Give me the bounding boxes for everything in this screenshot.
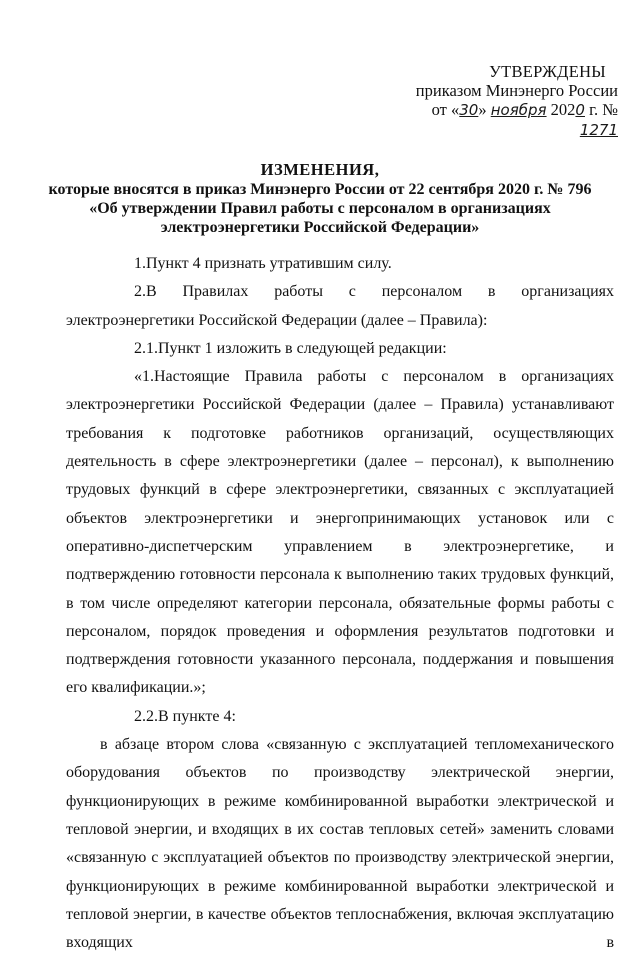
approval-stamp: [398, 62, 618, 140]
paragraph-2-2: [66, 703, 614, 731]
paragraph-text: в абзаце втором слова «связанную с эксплуатацией тепломеханического оборудования объектов по производству электрической энергии, функционирующих в режиме комбинированной выработки электрической и тепловой энергии, и входящих в их состав тепловых сетей» заменить словами «связанную с эксплуатацией объектов по производству электрической энергии, функционирующих в режиме комбинированной выработки электрической и тепловой энергии, в качестве объектов теплоснабжения, включая эксплуатацию входящих в: [66, 736, 614, 952]
paragraph-2: [66, 278, 614, 335]
paragraph-number: 2.2.: [134, 707, 158, 725]
approval-date-line: от «30» ноября 2020 г. № 1271: [431, 100, 618, 139]
paragraph-text: Пункт 1 изложить в следующей редакции:: [158, 339, 447, 357]
approval-date-day: 30: [459, 101, 479, 119]
paragraph-quoted-1: [66, 363, 614, 703]
title-line-3: электроэнергетики Российской Федерации»: [160, 219, 480, 236]
paragraph-1: [66, 250, 614, 278]
paragraph-text: В Правилах работы с персоналом в организациях электроэнергетики Российской Федерации (далее – Правила):: [66, 283, 614, 329]
paragraph-number: 2.1.: [134, 339, 158, 357]
approval-date-year-digit: 0: [575, 101, 585, 119]
paragraph-number: «1.: [134, 368, 154, 386]
paragraph-text: Настоящие Правила работы с персоналом в организациях электроэнергетики Российской Федерации (далее – Правила) устанавливают требования к подготовке работников организаций, осуществляющих деятельность в сфере электроэнергетики (далее – персонал), к выполнению трудовых функций в сфере электроэнергетики, связанных с эксплуатацией объектов электроэнергетики и энергопринимающих установок или с оперативно-диспетчерским управлением в электроэнергетике, и подтверждению готовности персонала к выполнению таких трудовых функций, в том числе определяют категории персонала, обязательные формы работы с персоналом, порядок проведения и оформления результатов подготовки и подтверждения готовности указанного персонала, поддержания и повышения его квалификации.»;: [66, 368, 614, 697]
paragraph-number: 1.: [134, 255, 146, 272]
document-body: [66, 250, 614, 957]
paragraph-2-1: [66, 335, 614, 363]
paragraph-number: 2.: [134, 283, 146, 301]
paragraph-text: В пункте 4:: [158, 707, 236, 725]
title-line-1: которые вносятся в приказ Минэнерго России от 22 сентября 2020 г. № 796: [48, 181, 592, 198]
paragraph-text: Пункт 4 признать утратившим силу.: [146, 255, 392, 272]
approval-order-number: 1271: [579, 121, 618, 139]
title-line-2: «Об утверждении Правил работы с персоналом в организациях: [89, 200, 551, 217]
title-main: ИЗМЕНЕНИЯ,: [260, 160, 380, 179]
document-title: [40, 160, 600, 237]
approval-issuer: приказом Минэнерго России: [415, 81, 618, 100]
approval-date-month: ноября: [490, 101, 547, 119]
paragraph-amendment-text: [66, 731, 614, 957]
approval-title: УТВЕРЖДЕНЫ: [489, 62, 606, 81]
